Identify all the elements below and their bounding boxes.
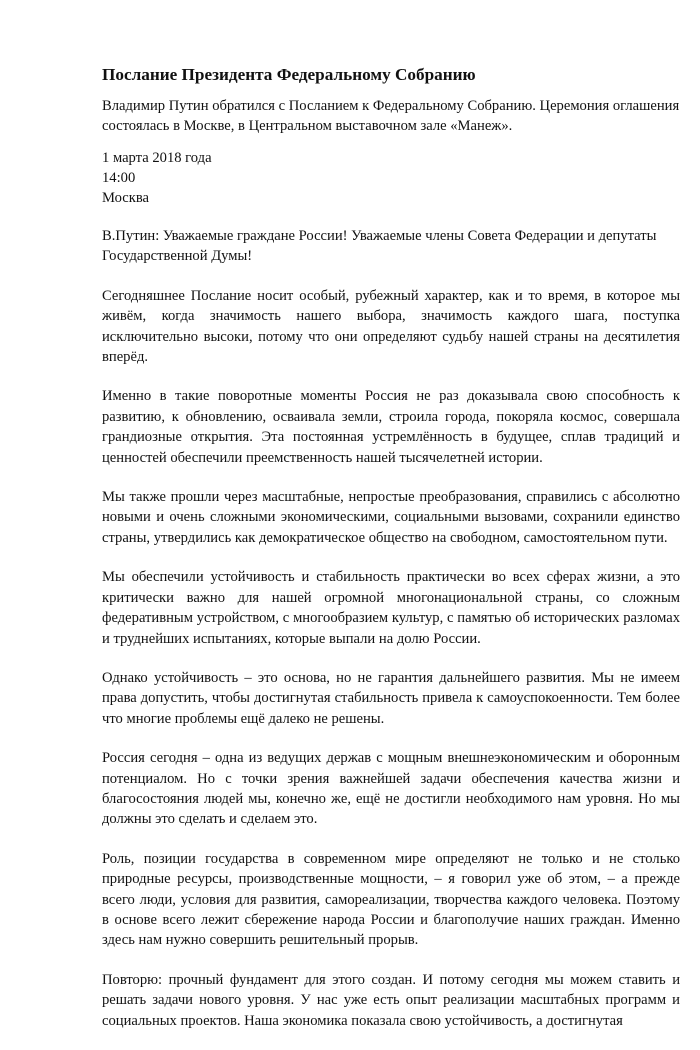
paragraph: Повторю: прочный фундамент для этого создан. И потому сегодня мы можем ставить и решать задачи нового уровня. У нас уже есть опыт реализации масштабных программ и социальных проектов. Наша экономика показала свою устойчивость, а достигнутая: [102, 971, 680, 1029]
paragraph: Россия сегодня – одна из ведущих держав с мощным внешнеэкономическим и оборонным потенциалом. Но с точки зрения важнейшей задачи обеспечения качества жизни и благосостояния людей мы, конечно же, ещё не достигли необходимого нам уровня. Но мы должны это сделать и сделаем это.: [102, 750, 680, 828]
paragraph: Мы также прошли через масштабные, непростые преобразования, справились с абсолютно новыми и очень сложными экономическими, социальными вызовами, сохранили единство страны, утвердились как демократическое общество на свободном, самостоятельном пути.: [102, 489, 680, 546]
paragraph: В.Путин: Уважаемые граждане России! Уважаемые члены Совета Федерации и депутаты Государственной Думы!: [102, 228, 657, 265]
paragraph: Мы обеспечили устойчивость и стабильность практически во всех сферах жизни, а это критически важно для нашей огромной многонациональной страны, со сложным федеративным устройством, с многообразием культур, с памятью об исторических разломах и труднейших испытаниях, которые выпали на долю России.: [102, 569, 680, 647]
event-date: 1 марта 2018 года: [102, 150, 212, 166]
paragraph: Однако устойчивость – это основа, но не гарантия дальнейшего развития. Мы не имеем права допустить, чтобы достигнутая стабильность привела к самоуспокоенности. Тем более что многие проблемы ещё далеко не решены.: [102, 669, 680, 727]
paragraph: Сегодняшнее Послание носит особый, рубежный характер, как и то время, в которое мы живём, когда значимость нашего выбора, значимость каждого шага, поступка исключительно высоки, потому что они определяют судьбу нашей страны на десятилетия вперёд.: [102, 287, 680, 366]
event-place: Москва: [102, 190, 150, 206]
paragraph: Роль, позиции государства в современном мире определяют не только и не столько природные ресурсы, производственные мощности, – я говорил уже об этом, – а прежде всего люди, условия для развития, самореализации, творчества каждого человека. Поэтому в основе всего лежит сбережение народа России и благополучие наших граждан. Именно здесь нам нужно совершить решительный прорыв.: [102, 850, 680, 949]
document-intro: Владимир Путин обратился с Посланием к Федеральному Собранию. Церемония оглашения состоялась в Москве, в Центральном выставочном зале «Манеж».: [102, 98, 680, 134]
event-time: 14:00: [102, 170, 136, 186]
paragraph: Именно в такие поворотные моменты Россия не раз доказывала свою способность к развитию, к обновлению, осваивала земли, строила города, покоряла космос, совершала грандиозные открытия. Эта постоянная устремлённость в будущее, сплав традиций и ценностей обеспечили преемственность нашей тысячелетней истории.: [102, 388, 680, 466]
document-page: [102, 64, 680, 1050]
document-title: Послание Президента Федеральному Собранию: [102, 65, 476, 84]
event-meta: [102, 148, 680, 208]
